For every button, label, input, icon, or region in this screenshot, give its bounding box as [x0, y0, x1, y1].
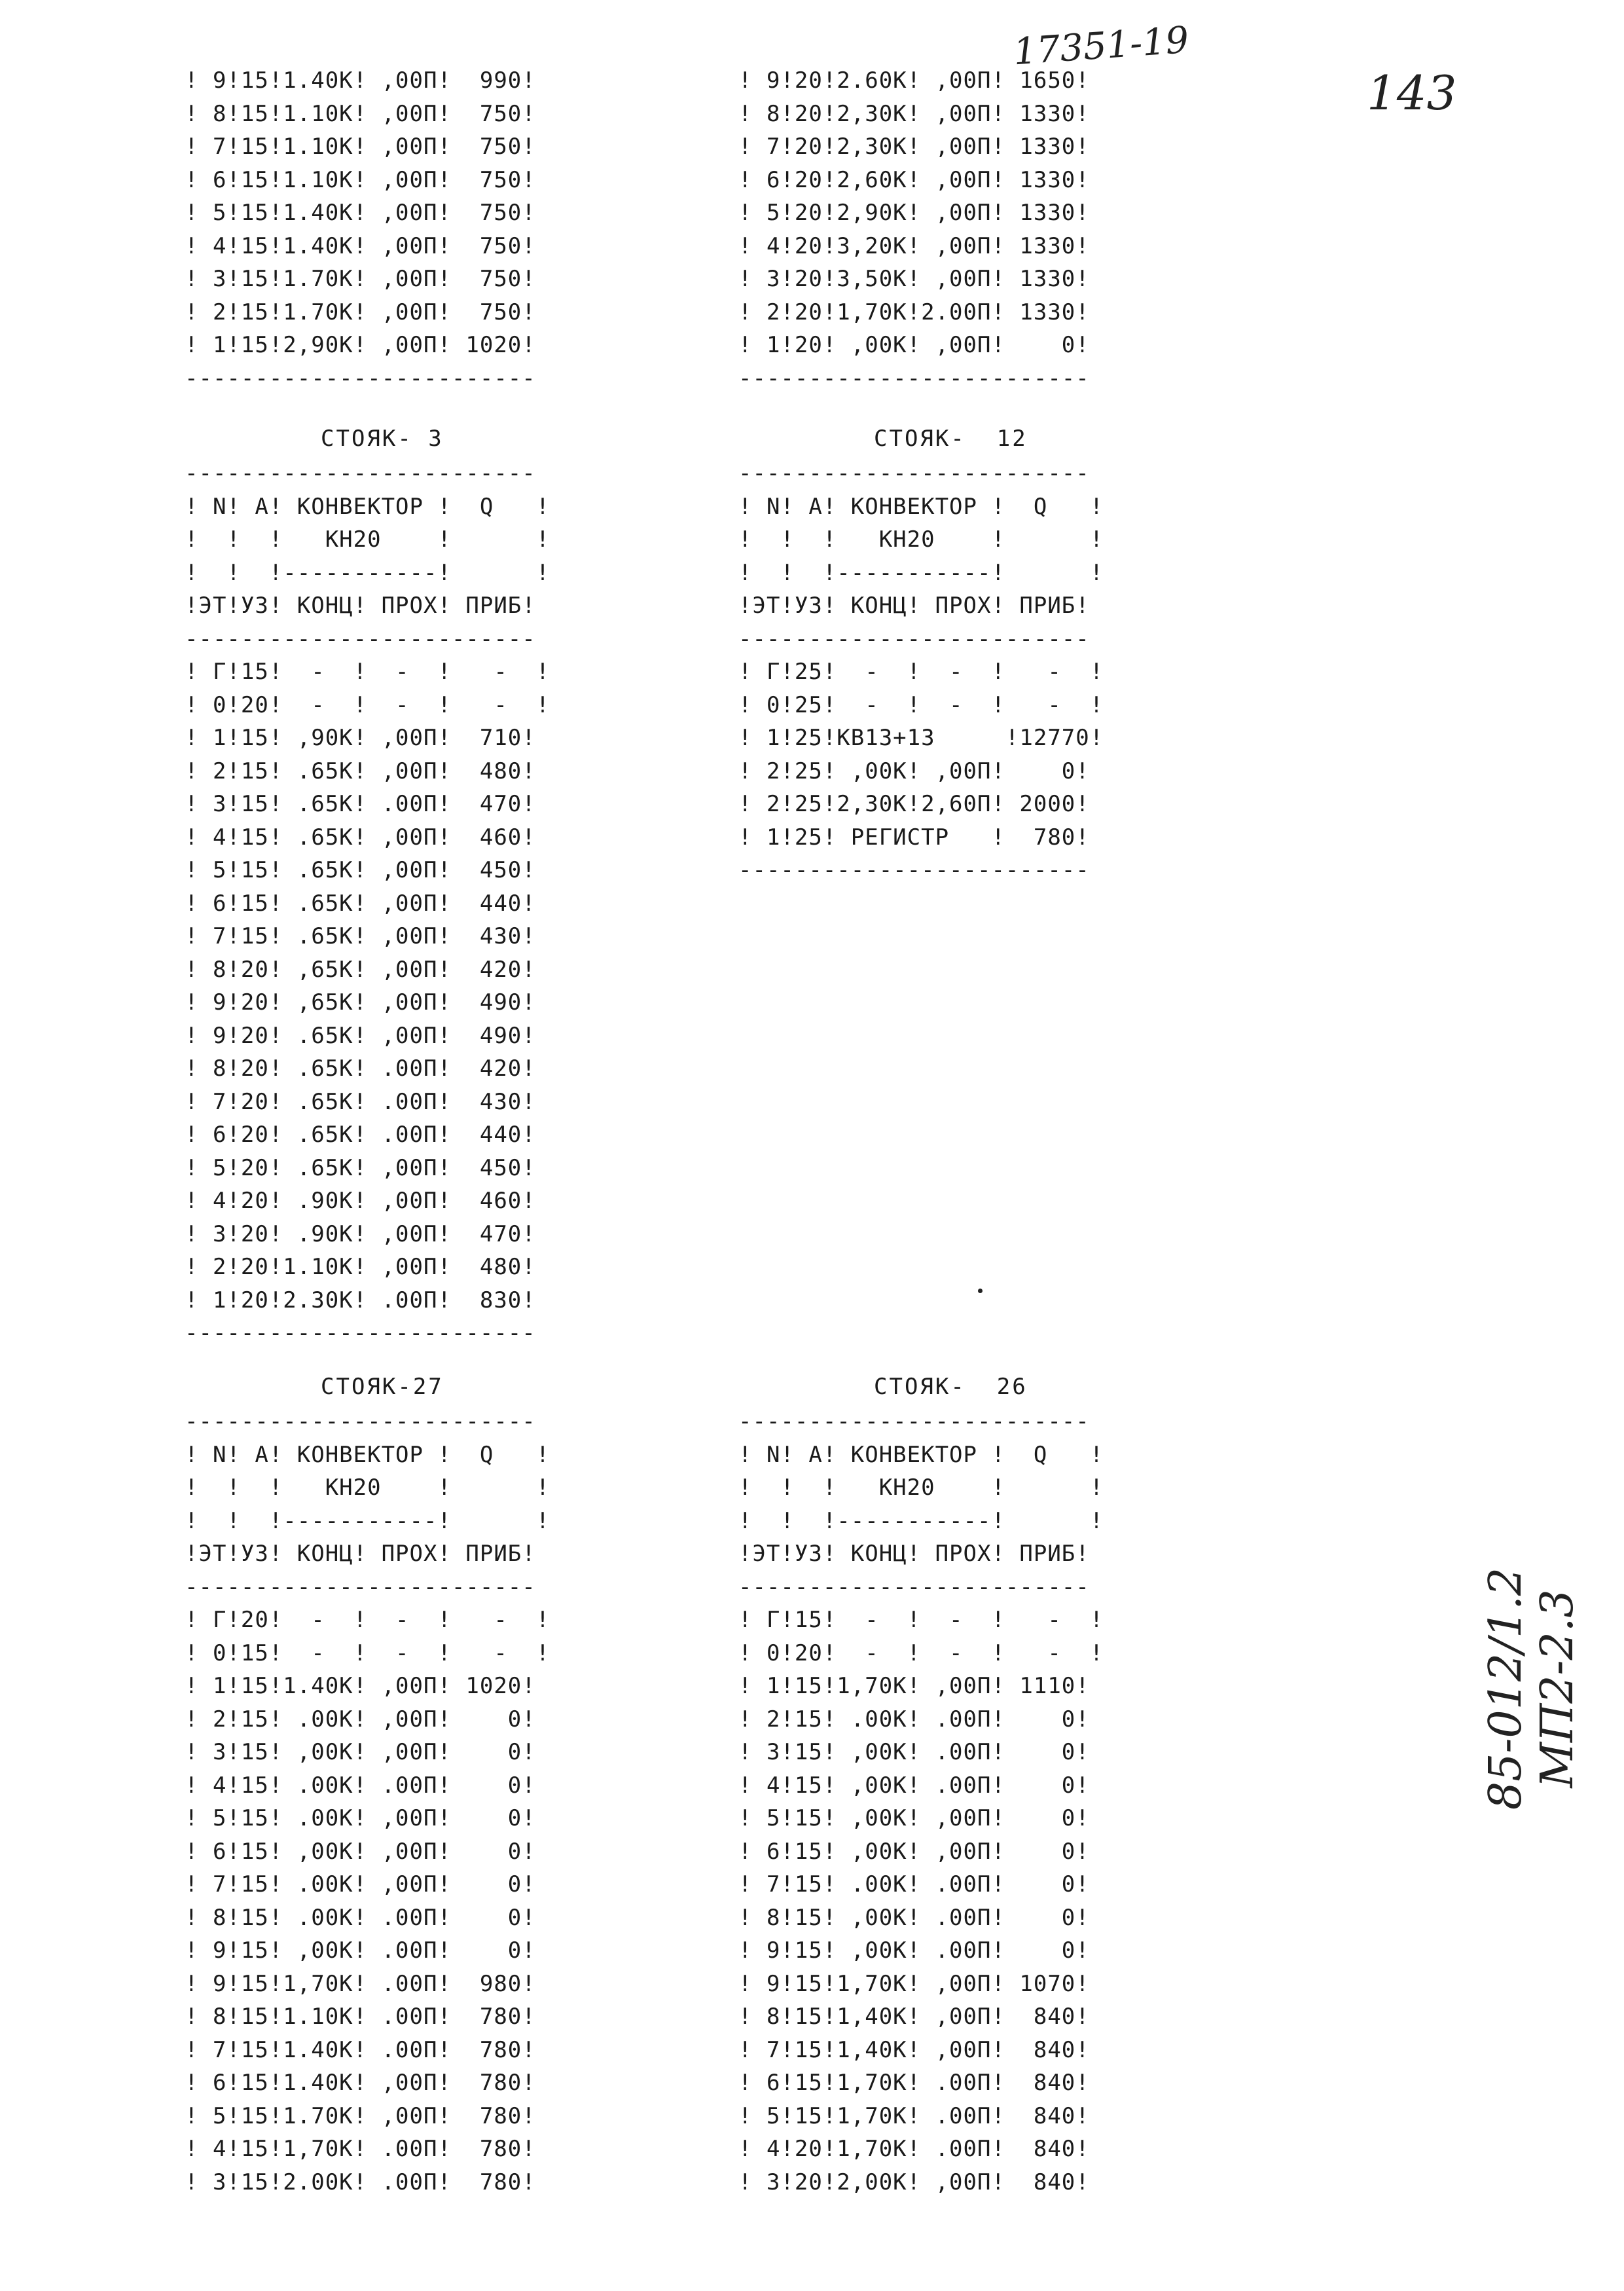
- table-line: ! 6!15! .65К! ,00П! 440!: [185, 890, 536, 917]
- document-number: 17351-19: [1012, 18, 1191, 74]
- table-line: ! 4!20!1,70К! .00П! 840!: [738, 2136, 1090, 2162]
- table-line: ! 9!15! ,00К! .00П! 0!: [738, 1937, 1090, 1964]
- table-line: ! 3!20!2,00К! ,00П! 840!: [738, 2169, 1090, 2195]
- table-line: ! 2!15! .00К! ,00П! 0!: [185, 1706, 536, 1732]
- top-left-table: [185, 64, 536, 395]
- side-document-code: 85-012/1.2 МП2-2.3: [1480, 1567, 1583, 1810]
- table-line: ! 2!25!2,30К!2,60П! 2000!: [738, 791, 1090, 817]
- table-line: ! 7!15! .00К! ,00П! 0!: [185, 1871, 536, 1897]
- table-line: -------------------------: [738, 460, 1090, 486]
- table-line: ! 3!15!2.00К! .00П! 780!: [185, 2169, 536, 2195]
- top-right-table: [738, 64, 1090, 395]
- table-line: ! 8!20!2,30К! ,00П! 1330!: [738, 100, 1090, 127]
- stoyak-27-table: [185, 1405, 550, 2199]
- table-line: ! 6!15!1.40К! ,00П! 780!: [185, 2070, 536, 2096]
- table-line: ! 9!20!2.60К! ,00П! 1650!: [738, 67, 1090, 94]
- table-line: ! 0!15! - ! - ! - !: [185, 1640, 550, 1666]
- table-line: -------------------------: [185, 1573, 536, 1600]
- table-line: ! 4!20!3,20К! ,00П! 1330!: [738, 232, 1090, 259]
- table-line: ! 8!20! .65К! .00П! 420!: [185, 1055, 536, 1082]
- table-line: !ЭТ!УЗ! КОНЦ! ПРОХ! ПРИБ!: [738, 593, 1090, 619]
- table-line: ! ! !-----------! !: [185, 559, 550, 586]
- table-line: ! 6!20! .65К! .00П! 440!: [185, 1122, 536, 1148]
- stoyak-26-title: СТОЯК- 26: [874, 1374, 1028, 1400]
- table-line: ! 4!15! .00К! .00П! 0!: [185, 1772, 536, 1799]
- table-line: ! 7!20! .65К! .00П! 430!: [185, 1088, 536, 1115]
- table-line: ! 8!15!1,40К! ,00П! 840!: [738, 2004, 1090, 2030]
- table-line: ! 1!15! ,90К! ,00П! 710!: [185, 725, 536, 751]
- stoyak-27-title: СТОЯК-27: [321, 1374, 444, 1400]
- table-line: ! 1!25! РЕГИСТР ! 780!: [738, 824, 1090, 851]
- table-line: -------------------------: [185, 625, 536, 652]
- table-line: ! 7!15!1.10К! ,00П! 750!: [185, 134, 536, 160]
- table-line: ! 7!15! .65К! ,00П! 430!: [185, 923, 536, 949]
- table-line: ! N! А! КОНВЕКТОР ! Q !: [185, 1441, 550, 1468]
- table-line: ! ! !-----------! !: [738, 559, 1104, 586]
- table-line: -------------------------: [738, 625, 1090, 652]
- table-line: ! 0!25! - ! - ! - !: [738, 691, 1104, 718]
- table-line: ! Г!25! - ! - ! - !: [738, 659, 1104, 685]
- table-line: -------------------------: [738, 1573, 1090, 1600]
- stoyak-26-table: [738, 1405, 1104, 2199]
- table-line: ! ! !-----------! !: [738, 1507, 1104, 1534]
- table-line: ! 4!15!1,70К! .00П! 780!: [185, 2136, 536, 2162]
- table-line: ! 1!15!2,90К! ,00П! 1020!: [185, 332, 536, 358]
- table-line: ! 4!15! ,00К! .00П! 0!: [738, 1772, 1090, 1799]
- table-line: ! 9!15! ,00К! .00П! 0!: [185, 1937, 536, 1964]
- stoyak-3-title: СТОЯК- 3: [321, 426, 444, 452]
- table-line: ! 5!15! .00К! ,00П! 0!: [185, 1805, 536, 1831]
- table-line: ! 9!15!1,70К! .00П! 980!: [185, 1970, 536, 1997]
- table-line: ! N! А! КОНВЕКТОР ! Q !: [185, 493, 550, 520]
- table-line: ! 3!20! .90К! ,00П! 470!: [185, 1220, 536, 1247]
- table-line: ! ! ! КН20 ! !: [738, 526, 1104, 553]
- table-line: ! 3!15! .65К! .00П! 470!: [185, 791, 536, 817]
- table-line: ! 7!15!1.40К! .00П! 780!: [185, 2036, 536, 2063]
- stoyak-3-table: [185, 457, 550, 1350]
- table-line: ! 5!15! .65К! ,00П! 450!: [185, 857, 536, 883]
- table-line: ! 6!15! ,00К! ,00П! 0!: [738, 1838, 1090, 1865]
- table-line: ! 8!15!1.10К! .00П! 780!: [185, 2004, 536, 2030]
- table-line: ! 5!20! .65К! ,00П! 450!: [185, 1154, 536, 1181]
- table-line: -------------------------: [185, 365, 536, 392]
- table-line: ! ! ! КН20 ! !: [185, 526, 550, 553]
- table-line: ! 9!15!1.40К! ,00П! 990!: [185, 67, 536, 94]
- table-line: ! 2!20!1,70К!2.00П! 1330!: [738, 299, 1090, 325]
- table-line: ! 8!20! ,65К! ,00П! 420!: [185, 956, 536, 983]
- table-line: ! 9!15!1,70К! ,00П! 1070!: [738, 1970, 1090, 1997]
- table-line: ! 5!20!2,90К! ,00П! 1330!: [738, 200, 1090, 226]
- table-line: ! 4!20! .90К! ,00П! 460!: [185, 1188, 536, 1214]
- table-line: ! ! ! КН20 ! !: [738, 1475, 1104, 1501]
- table-line: ! 7!15!1,40К! ,00П! 840!: [738, 2036, 1090, 2063]
- table-line: ! 3!15! ,00К! .00П! 0!: [738, 1739, 1090, 1765]
- table-line: ! 1!20!2.30К! .00П! 830!: [185, 1287, 536, 1313]
- scan-dot-mark: [978, 1289, 983, 1293]
- table-line: -------------------------: [185, 1320, 536, 1346]
- table-line: ! Г!20! - ! - ! - !: [185, 1607, 550, 1633]
- table-line: ! Г!15! - ! - ! - !: [185, 659, 550, 685]
- table-line: -------------------------: [738, 365, 1090, 392]
- table-line: ! ! ! КН20 ! !: [185, 1475, 550, 1501]
- table-line: !ЭТ!УЗ! КОНЦ! ПРОХ! ПРИБ!: [185, 593, 536, 619]
- table-line: ! 6!20!2,60К! ,00П! 1330!: [738, 166, 1090, 193]
- table-line: ! 2!20!1.10К! ,00П! 480!: [185, 1254, 536, 1280]
- table-line: ! 7!15! .00К! .00П! 0!: [738, 1871, 1090, 1897]
- table-line: ! 6!15! ,00К! ,00П! 0!: [185, 1838, 536, 1865]
- table-line: ! 3!15!1.70К! ,00П! 750!: [185, 266, 536, 292]
- table-line: ! 2!15! .00К! .00П! 0!: [738, 1706, 1090, 1732]
- table-line: ! ! !-----------! !: [185, 1507, 550, 1534]
- table-line: -------------------------: [185, 1408, 536, 1435]
- table-line: ! 2!15! .65К! ,00П! 480!: [185, 758, 536, 784]
- table-line: ! 0!20! - ! - ! - !: [738, 1640, 1104, 1666]
- table-line: ! 8!15! ,00К! .00П! 0!: [738, 1904, 1090, 1931]
- table-line: ! 1!20! ,00К! ,00П! 0!: [738, 332, 1090, 358]
- table-line: ! 5!15!1,70К! .00П! 840!: [738, 2102, 1090, 2129]
- table-line: ! 3!20!3,50К! ,00П! 1330!: [738, 266, 1090, 292]
- table-line: -------------------------: [738, 1408, 1090, 1435]
- table-line: ! 6!15!1.10К! ,00П! 750!: [185, 166, 536, 193]
- table-line: ! N! А! КОНВЕКТОР ! Q !: [738, 1441, 1104, 1468]
- table-line: ! 2!25! ,00К! ,00П! 0!: [738, 758, 1090, 784]
- table-line: ! 2!15!1.70К! ,00П! 750!: [185, 299, 536, 325]
- table-line: ! 5!15!1.70К! ,00П! 780!: [185, 2102, 536, 2129]
- stoyak-12-title: СТОЯК- 12: [874, 426, 1028, 452]
- table-line: ! 9!20! .65К! ,00П! 490!: [185, 1022, 536, 1049]
- table-line: -------------------------: [185, 460, 536, 486]
- table-line: ! 6!15!1,70К! .00П! 840!: [738, 2070, 1090, 2096]
- stoyak-12-table: [738, 457, 1104, 887]
- table-line: -------------------------: [738, 857, 1090, 883]
- table-line: ! 7!20!2,30К! ,00П! 1330!: [738, 134, 1090, 160]
- table-line: ! 1!15!1,70К! ,00П! 1110!: [738, 1673, 1090, 1699]
- table-line: !ЭТ!УЗ! КОНЦ! ПРОХ! ПРИБ!: [738, 1541, 1090, 1567]
- table-line: ! 9!20! ,65К! ,00П! 490!: [185, 989, 536, 1016]
- table-line: ! 0!20! - ! - ! - !: [185, 691, 550, 718]
- table-line: ! Г!15! - ! - ! - !: [738, 1607, 1104, 1633]
- table-line: ! 8!15!1.10К! ,00П! 750!: [185, 100, 536, 127]
- table-line: ! 1!25!КВ13+13 !12770!: [738, 725, 1104, 751]
- page-number: 143: [1367, 65, 1457, 120]
- table-line: !ЭТ!УЗ! КОНЦ! ПРОХ! ПРИБ!: [185, 1541, 536, 1567]
- table-line: ! 5!15! ,00К! ,00П! 0!: [738, 1805, 1090, 1831]
- table-line: ! N! А! КОНВЕКТОР ! Q !: [738, 493, 1104, 520]
- table-line: ! 4!15!1.40К! ,00П! 750!: [185, 232, 536, 259]
- table-line: ! 1!15!1.40К! ,00П! 1020!: [185, 1673, 536, 1699]
- table-line: ! 8!15! .00К! .00П! 0!: [185, 1904, 536, 1931]
- table-line: ! 4!15! .65К! ,00П! 460!: [185, 824, 536, 851]
- table-line: ! 3!15! ,00К! ,00П! 0!: [185, 1739, 536, 1765]
- table-line: ! 5!15!1.40К! ,00П! 750!: [185, 200, 536, 226]
